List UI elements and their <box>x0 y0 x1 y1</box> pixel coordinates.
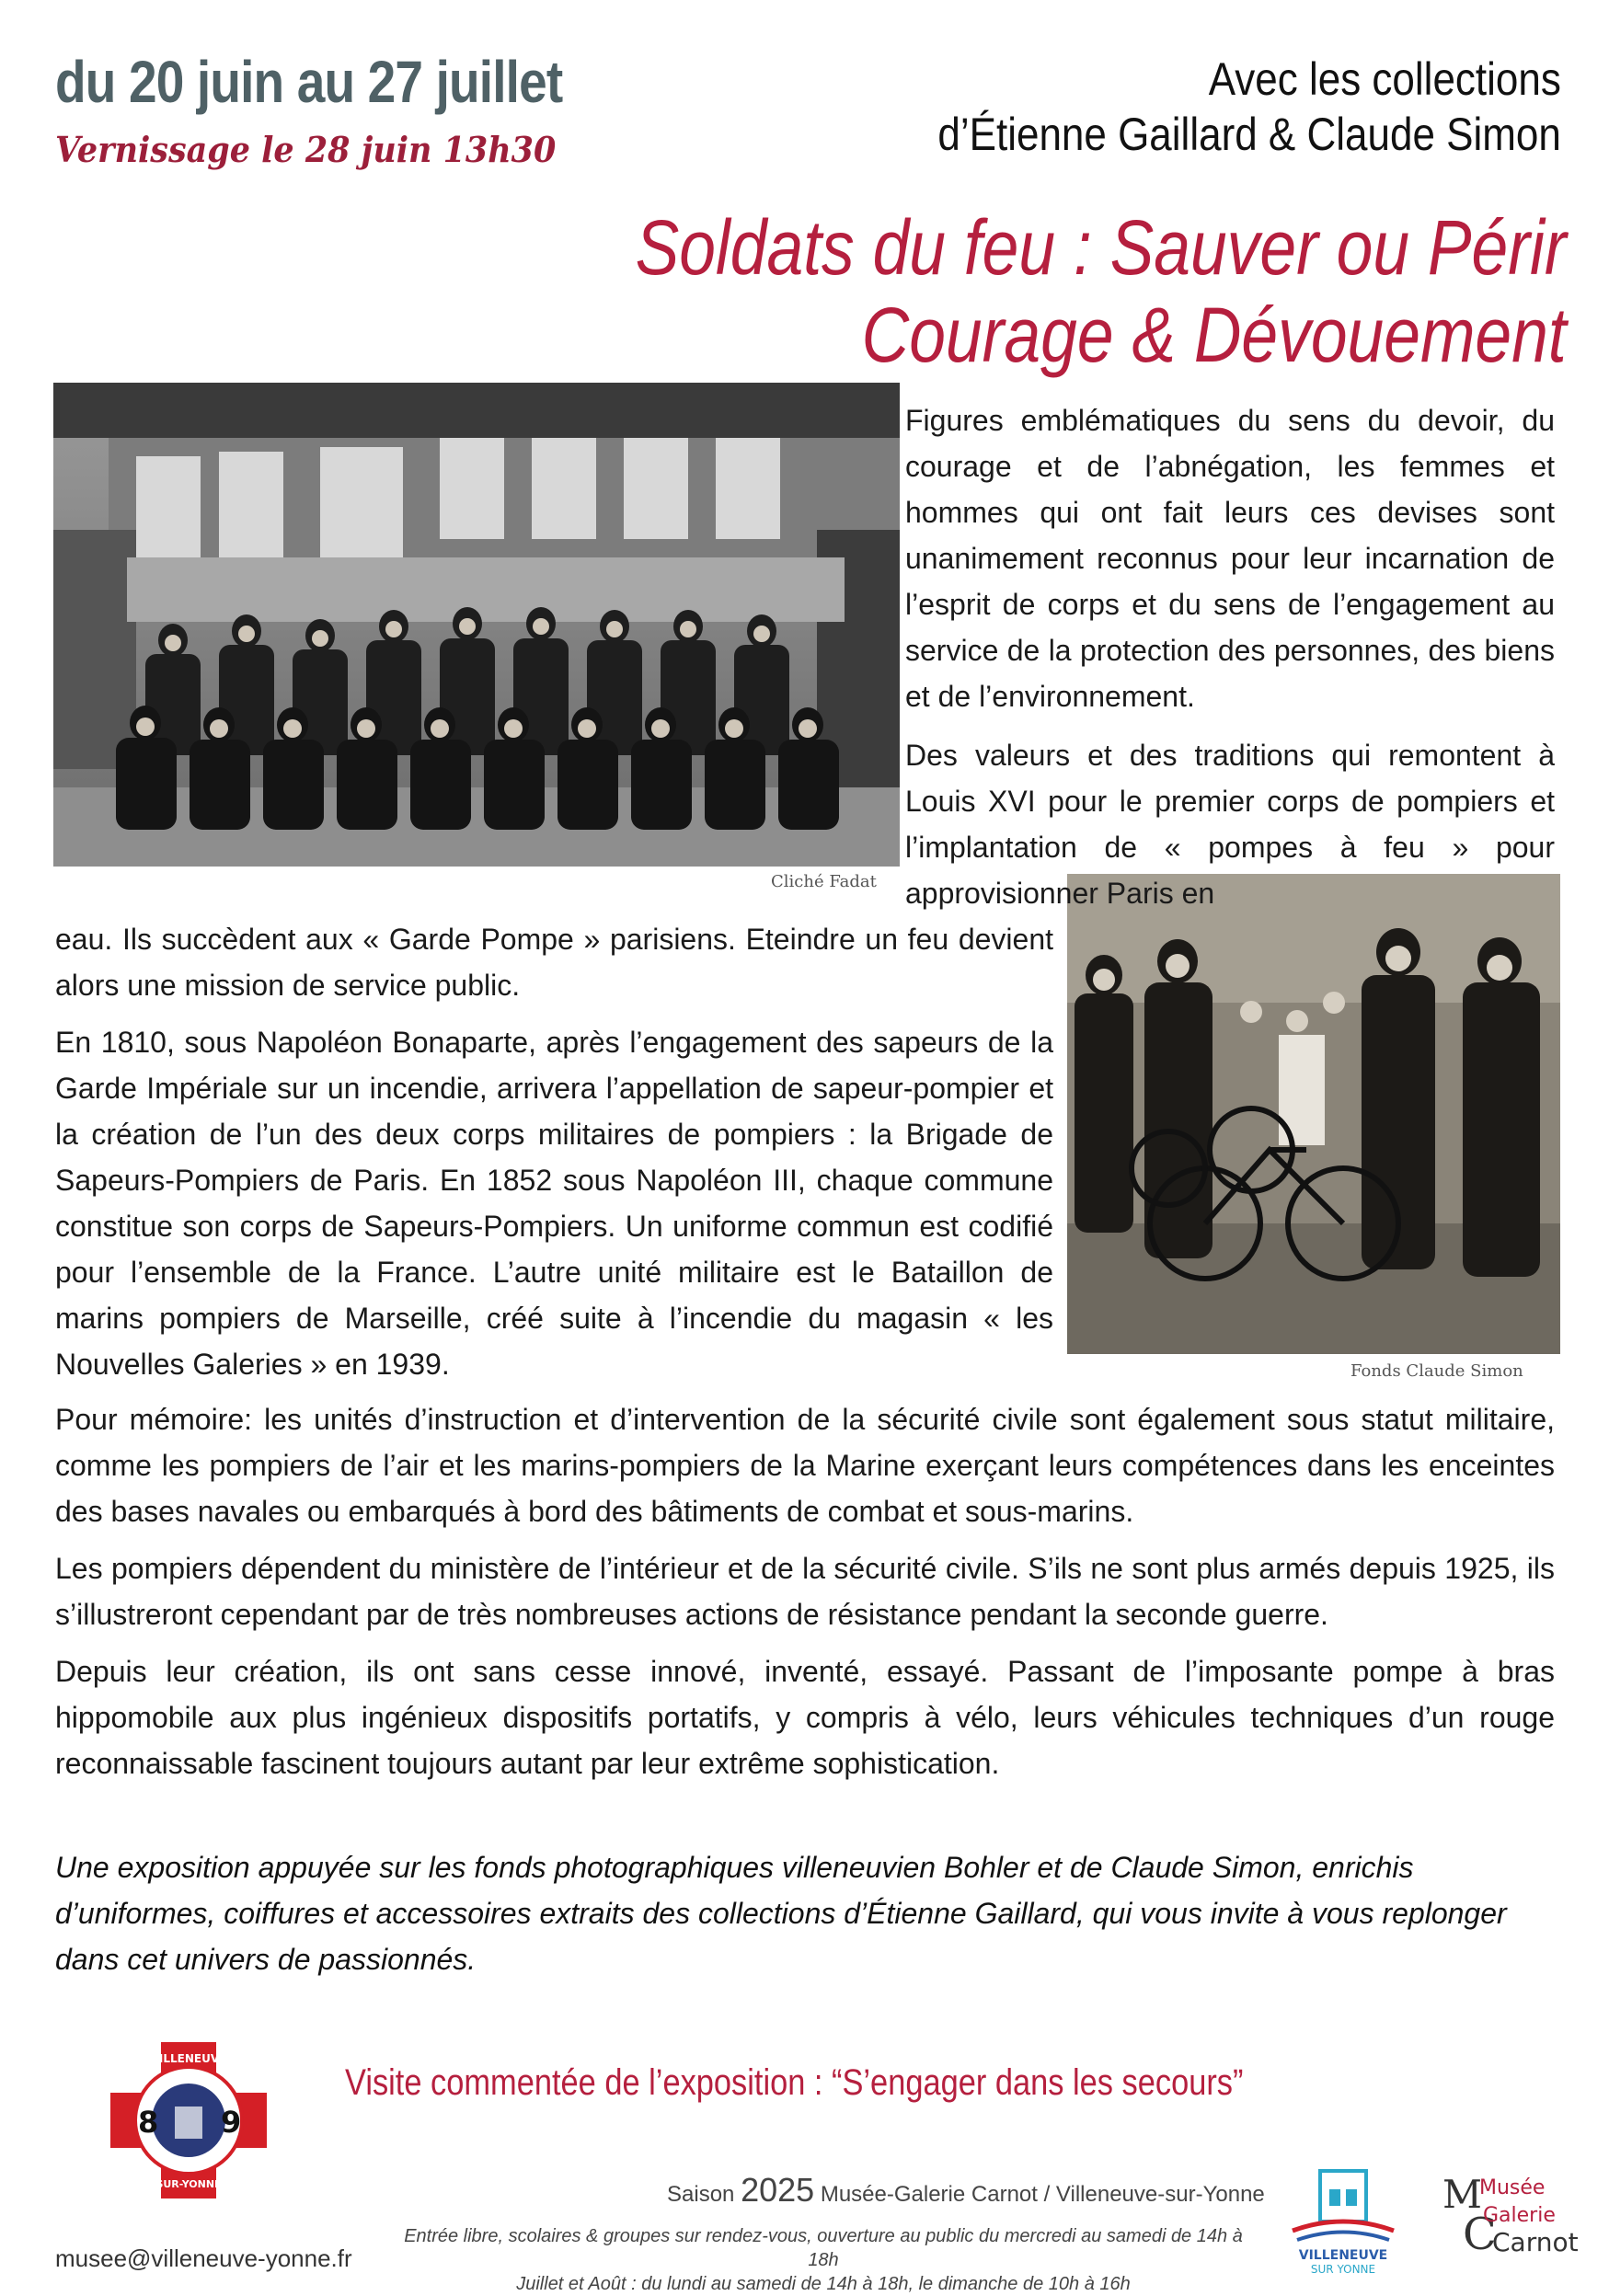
villeneuve-logo <box>1283 2162 1403 2277</box>
photo1-credit: Cliché Fadat <box>771 872 877 891</box>
musee-line1: Musée <box>1479 2176 1546 2199</box>
paragraph-ministry: Les pompiers dépendent du ministère de l’intérieur et de la sécurité civile. S’ils ne sont plus armés depuis 1925, ils s’illustreront cependant par de très nombreuses actions de résistance pendant la seconde guerre. <box>55 1552 1555 1631</box>
musee-line3: Carnot <box>1492 2227 1579 2257</box>
page-title <box>636 204 1567 379</box>
ville-text2: SUR YONNE <box>1310 2263 1376 2276</box>
bicycles-photo-illustration <box>1067 874 1560 1354</box>
firefighters-bicycles-photo <box>1067 874 1560 1354</box>
firefighters-group-photo <box>53 383 900 867</box>
sdis-left-digit: 8 <box>138 2105 159 2140</box>
collections-credit <box>938 52 1561 162</box>
paragraph-values-part2: eau. Ils succèdent aux « Garde Pompe » parisiens. Eteindre un feu devient alors une mission de service public. <box>55 923 1053 1002</box>
sdis-89-logo <box>101 2033 276 2208</box>
group-photo-illustration <box>53 383 900 867</box>
sdis-bottom-text: SUR-YONNE <box>155 2178 222 2190</box>
sdis-top-text: VILLENEUVE <box>150 2052 227 2065</box>
season-label: Saison <box>667 2182 735 2207</box>
collections-line2: d’Étienne Gaillard & Claude Simon <box>937 109 1561 160</box>
photo2-credit: Fonds Claude Simon <box>1350 1361 1523 1381</box>
ville-text1: VILLENEUVE <box>1298 2248 1388 2263</box>
paragraph-intro: Figures emblématiques du sens du devoir, du courage et de l’abnégation, les femmes et hommes qui ont fait leurs ces devises sont unanimement reconnus pour leur incarnation de l’esprit de corps et du sens de l’engagement au service de la protection des personnes, des biens et de l’environnement. <box>905 404 1555 713</box>
opening-hours-line2: Juillet et Août : du lundi au samedi de 14h à 18h, le dimanche de 10h à 16h <box>516 2274 1131 2294</box>
contact-email[interactable]: musee@villeneuve-yonne.fr <box>55 2244 352 2272</box>
collections-line1: Avec les collections <box>1208 53 1561 105</box>
musee-line2: Galerie <box>1483 2204 1556 2227</box>
paragraph-values-part1: Des valeurs et des traditions qui remontent à Louis XVI pour le premier corps de pompiers et l’implantation de « pompes à feu » pour approvisionner Paris en <box>905 739 1555 910</box>
svg-text:M: M <box>1442 2172 1483 2217</box>
svg-text:C: C <box>1463 2209 1497 2260</box>
exhibition-dates: du 20 juin au 27 juillet <box>55 49 563 115</box>
paragraph-innovation: Depuis leur création, ils ont sans cesse innové, inventé, essayé. Passant de l’imposante pompe à bras hippomobile aux plus ingénieux dispositifs portatifs, y compris à vélo, leurs véhicules techniques d’un rouge reconnaissable fascinent toujours autant par leur extrême sophistication. <box>55 1655 1555 1780</box>
vernissage-date: Vernissage le 28 juin 13h30 <box>55 129 557 170</box>
opening-hours <box>386 2224 1260 2296</box>
season-year: 2025 <box>741 2171 815 2209</box>
fire-cross-icon <box>101 2033 276 2208</box>
paragraph-memory: Pour mémoire: les unités d’instruction et d’intervention de la sécurité civile sont également sous statut militaire, comme les pompiers de l’air et les marins-pompiers de la Marine exerçant leurs compétences dans les enceintes des bases navales ou embarqués à bord des bâtiments de combat et sous-marins. <box>55 1403 1555 1528</box>
exhibition-summary: Une exposition appuyée sur les fonds photographiques villeneuvien Bohler et de Claude Simon, enrichis d’uniformes, coiffures et accessoires extraits des collections d’Étienne Gaillard, qui vous invite à vous replonger dans cet univers de passionnés. <box>55 1851 1507 1976</box>
guided-visit-banner: Visite commentée de l’exposition : “S’engager dans les secours” <box>345 2062 1244 2103</box>
museum-name: Musée-Galerie Carnot / Villeneuve-sur-Yonne <box>820 2182 1265 2207</box>
opening-hours-line1: Entrée libre, scolaires & groupes sur rendez-vous, ouverture au public du mercredi au samedi de 14h à 18h <box>404 2226 1243 2270</box>
title-line1: Soldats du feu : Sauver ou Périr <box>635 204 1567 291</box>
musee-carnot-logo <box>1435 2166 1592 2272</box>
sdis-right-digit: 9 <box>221 2105 242 2140</box>
title-line2: Courage & Dévouement <box>861 292 1567 378</box>
town-gate-icon <box>1283 2162 1403 2277</box>
paragraph-history: En 1810, sous Napoléon Bonaparte, après l’engagement des sapeurs de la Garde Impériale sur un incendie, arrivera l’appellation de sapeur-pompier et la création de l’un des deux corps militaires de pompiers : la Brigade de Sapeurs-Pompiers de Paris. En 1852 sous Napoléon III, chaque commune constitue son corps de Sapeurs-Pompiers. Un uniforme commun est codifié pour l’ensemble de la France. L’autre unité militaire est le Bataillon de marins pompiers de Marseille, créé suite à l’incendie du magasin « les Nouvelles Galeries » en 1939. <box>55 1026 1053 1381</box>
musee-carnot-icon <box>1435 2166 1592 2272</box>
season-line <box>667 2171 1265 2210</box>
